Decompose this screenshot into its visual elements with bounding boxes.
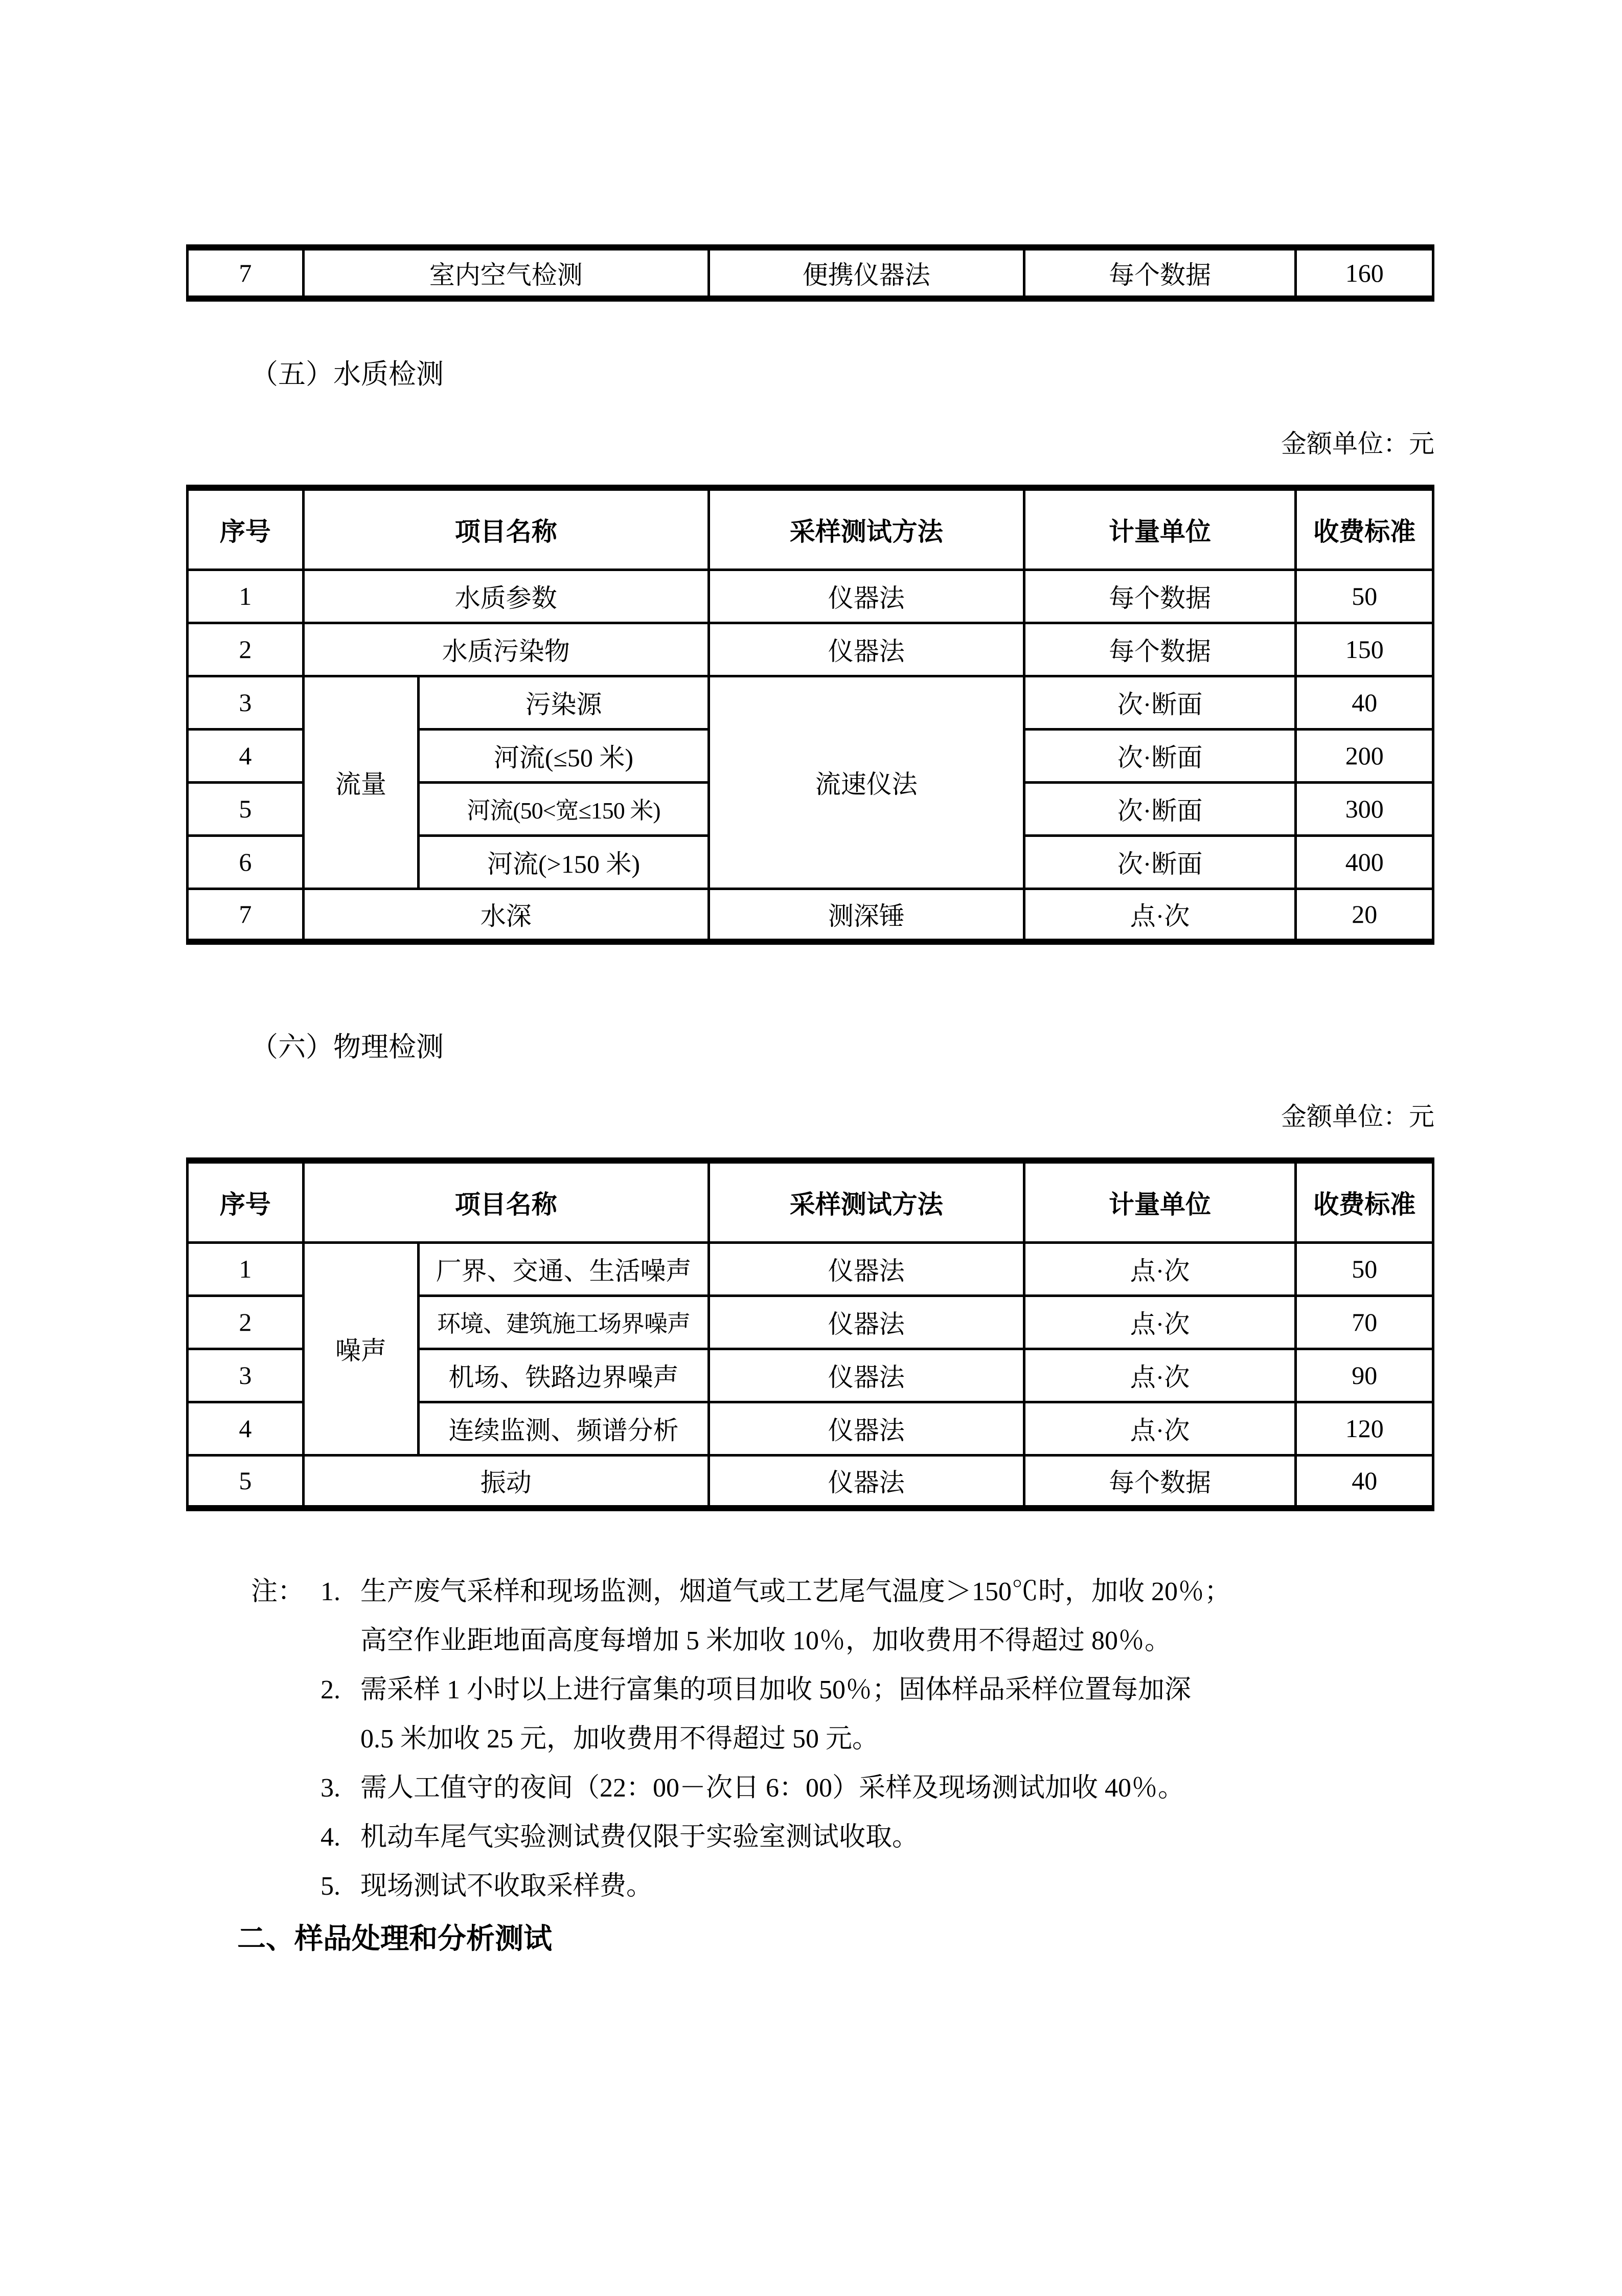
cell-row-number: 5 [188,782,304,835]
header-fee: 收费标准 [1296,1161,1433,1242]
note-number: 5. [321,1872,340,1901]
cell-method: 仪器法 [709,1402,1024,1455]
header-method: 采样测试方法 [709,488,1024,570]
table-header-row [188,1161,1433,1242]
page-content [186,244,1434,1955]
cell-fee: 90 [1296,1349,1433,1402]
note-line [186,1617,1434,1666]
cell-row-number: 6 [188,835,304,889]
note-text: 需采样 1 小时以上进行富集的项目加收 50％；固体样品采样位置每加深 [360,1675,1192,1704]
note-text: 0.5 米加收 25 元，加收费用不得超过 50 元。 [360,1724,879,1754]
cell-item-name: 河流(≤50 米) [419,729,709,782]
cell-item-group: 流量 [303,676,418,889]
cell-row-number: 1 [188,1242,304,1295]
cell-fee: 20 [1296,889,1433,942]
note-number: 1. [321,1577,340,1606]
notes-block [186,1567,1434,1911]
note-text: 需人工值守的夜间（22：00－次日 6：00）采样及现场测试加收 40％。 [360,1774,1185,1803]
cell-item-group: 噪声 [303,1242,418,1455]
cell-unit: 点·次 [1024,1349,1296,1402]
cell-unit: 次·断面 [1024,729,1296,782]
cell-method: 仪器法 [709,1295,1024,1349]
cell-item-name: 连续监测、频谱分析 [419,1402,709,1455]
cell-method: 仪器法 [709,570,1024,623]
physical-testing-table [186,1157,1434,1511]
table-row [188,889,1433,942]
note-number: 3. [321,1774,340,1803]
previous-table-tail [186,244,1434,302]
note-text: 高空作业距地面高度每增加 5 米加收 10％，加收费用不得超过 80％。 [360,1626,1172,1655]
cell-unit: 每个数据 [1024,570,1296,623]
note-line [186,1764,1434,1813]
cell-row-number: 4 [188,1402,304,1455]
cell-method: 便携仪器法 [709,247,1024,299]
cell-fee: 400 [1296,835,1433,889]
cell-unit: 次·断面 [1024,676,1296,729]
cell-fee: 40 [1296,676,1433,729]
cell-method: 仪器法 [709,1242,1024,1295]
header-item-name: 项目名称 [303,1161,709,1242]
cell-fee: 70 [1296,1295,1433,1349]
table-row [188,1242,1433,1295]
note-line [186,1567,1434,1617]
cell-fee: 50 [1296,1242,1433,1295]
cell-method: 仪器法 [709,623,1024,676]
cell-method: 仪器法 [709,1455,1024,1508]
cell-method: 测深锤 [709,889,1024,942]
note-number: 4. [321,1823,340,1852]
cell-method: 流速仪法 [709,676,1024,889]
water-quality-table [186,485,1434,945]
table-row [188,676,1433,729]
cell-unit: 次·断面 [1024,835,1296,889]
cell-fee: 40 [1296,1455,1433,1508]
cell-unit: 每个数据 [1024,1455,1296,1508]
header-method: 采样测试方法 [709,1161,1024,1242]
header-row-number: 序号 [188,1161,304,1242]
cell-item-name: 环境、建筑施工场界噪声 [419,1295,709,1349]
cell-row-number: 5 [188,1455,304,1508]
cell-item-name: 室内空气检测 [303,247,709,299]
cell-unit: 点·次 [1024,1242,1296,1295]
cell-item-name: 机场、铁路边界噪声 [419,1349,709,1402]
section5-unit-note: 金额单位：元 [1281,429,1434,458]
cell-fee: 160 [1296,247,1433,299]
cell-fee: 200 [1296,729,1433,782]
note-text: 生产废气采样和现场监测，烟道气或工艺尾气温度＞150℃时，加收 20％； [360,1577,1231,1606]
cell-item-name: 水质参数 [303,570,709,623]
header-item-name: 项目名称 [303,488,709,570]
cell-row-number: 3 [188,1349,304,1402]
note-line [186,1813,1434,1862]
table-row [188,570,1433,623]
note-number: 2. [321,1675,340,1704]
table-row [188,1455,1433,1508]
section5-heading: （五）水质检测 [250,359,444,390]
note-line [186,1666,1434,1715]
header-unit: 计量单位 [1024,488,1296,570]
cell-unit: 点·次 [1024,1402,1296,1455]
section6-unit-note: 金额单位：元 [1281,1102,1434,1131]
cell-unit: 每个数据 [1024,247,1296,299]
cell-unit: 次·断面 [1024,782,1296,835]
note-text: 机动车尾气实验测试费仅限于实验室测试收取。 [360,1823,919,1852]
notes-label: 注： [251,1577,305,1606]
cell-row-number: 3 [188,676,304,729]
note-line [186,1862,1434,1911]
cell-row-number: 4 [188,729,304,782]
note-text: 现场测试不收取采样费。 [360,1872,653,1901]
cell-row-number: 7 [188,889,304,942]
cell-method: 仪器法 [709,1349,1024,1402]
cell-row-number: 2 [188,623,304,676]
cell-item-name: 水质污染物 [303,623,709,676]
table-row [188,623,1433,676]
table-row [188,247,1433,299]
cell-item-name: 河流(50<宽≤150 米) [419,782,709,835]
note-line [186,1715,1434,1764]
cell-item-name: 河流(>150 米) [419,835,709,889]
cell-row-number: 1 [188,570,304,623]
cell-fee: 150 [1296,623,1433,676]
header-unit: 计量单位 [1024,1161,1296,1242]
cell-fee: 120 [1296,1402,1433,1455]
header-fee: 收费标准 [1296,488,1433,570]
header-row-number: 序号 [188,488,304,570]
cell-unit: 点·次 [1024,889,1296,942]
cell-item-name: 水深 [303,889,709,942]
cell-row-number: 2 [188,1295,304,1349]
cell-item-name: 污染源 [419,676,709,729]
cell-item-name: 振动 [303,1455,709,1508]
cell-unit: 点·次 [1024,1295,1296,1349]
section6-heading: （六）物理检测 [250,1032,444,1062]
table-header-row [188,488,1433,570]
section2-heading: 二、样品处理和分析测试 [237,1922,552,1954]
cell-row-number: 7 [188,247,304,299]
cell-item-name: 厂界、交通、生活噪声 [419,1242,709,1295]
cell-unit: 每个数据 [1024,623,1296,676]
cell-fee: 300 [1296,782,1433,835]
cell-fee: 50 [1296,570,1433,623]
